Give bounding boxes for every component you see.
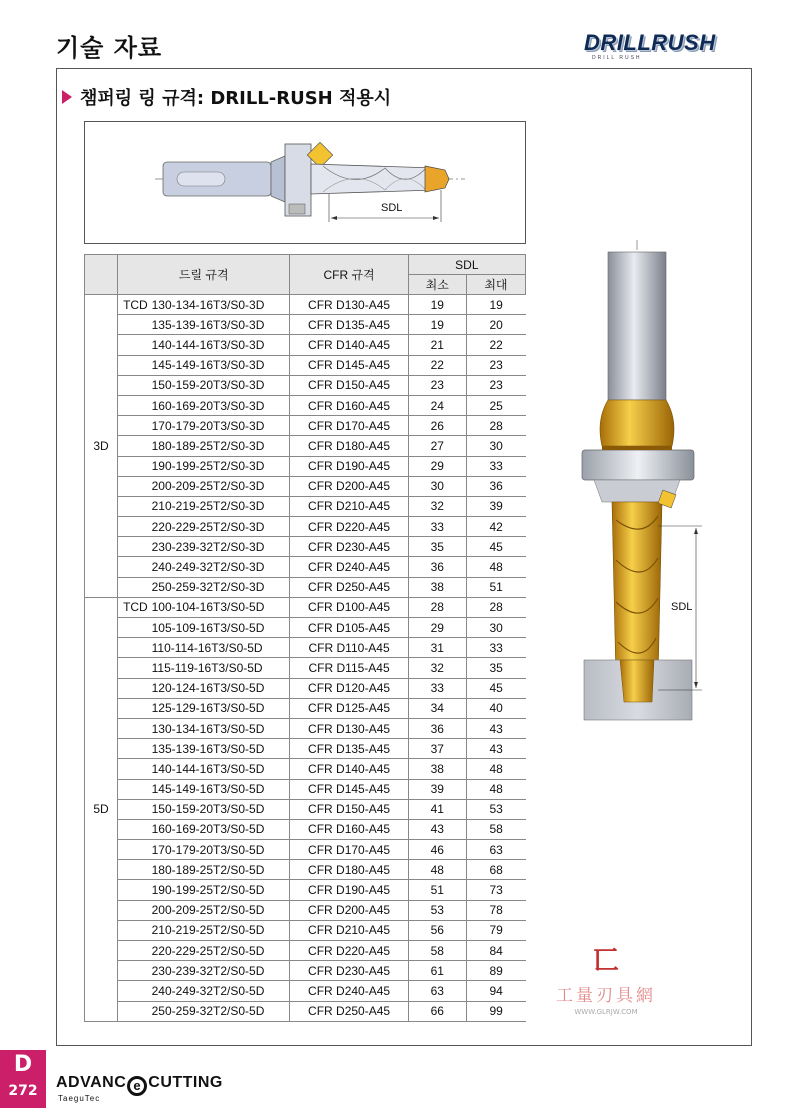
sdl-min-cell: 48 xyxy=(408,860,466,880)
sdl-min-cell: 28 xyxy=(408,597,466,617)
table-row xyxy=(85,496,526,516)
sdl-min-cell: 30 xyxy=(408,476,466,496)
prefix-cell xyxy=(118,840,150,860)
table-header-row xyxy=(85,255,526,275)
table-row xyxy=(85,718,526,738)
sdl-max-cell: 73 xyxy=(466,880,525,900)
sdl-max-cell: 51 xyxy=(466,577,525,597)
section-heading xyxy=(62,84,391,110)
table-row xyxy=(85,860,526,880)
prefix-cell xyxy=(118,456,150,476)
footer-brand-sub: TaeguTec xyxy=(58,1094,101,1103)
sdl-max-cell: 33 xyxy=(466,456,525,476)
prefix-cell xyxy=(118,618,150,638)
cfr-spec-cell: CFR D135-A45 xyxy=(290,315,408,335)
drill-spec-cell: 150-159-20T3/S0-5D xyxy=(150,799,290,819)
footer-brand-e-icon: e xyxy=(127,1076,147,1096)
drill-spec-cell: 150-159-20T3/S0-3D xyxy=(150,375,290,395)
sdl-max-cell: 99 xyxy=(466,1001,525,1021)
sdl-max-cell: 48 xyxy=(466,759,525,779)
cfr-spec-cell: CFR D170-A45 xyxy=(290,840,408,860)
brand-logo-subtext: DRILL RUSH xyxy=(592,55,642,61)
prefix-cell xyxy=(118,416,150,436)
sdl-min-cell: 35 xyxy=(408,537,466,557)
sdl-min-cell: 38 xyxy=(408,577,466,597)
table-row xyxy=(85,658,526,678)
prefix-cell xyxy=(118,981,150,1001)
sdl-min-cell: 43 xyxy=(408,819,466,839)
table-row xyxy=(85,577,526,597)
cfr-spec-cell: CFR D125-A45 xyxy=(290,698,408,718)
prefix-cell xyxy=(118,961,150,981)
sdl-min-cell: 19 xyxy=(408,295,466,315)
cfr-spec-cell: CFR D190-A45 xyxy=(290,880,408,900)
sdl-max-cell: 22 xyxy=(466,335,525,355)
sdl-min-cell: 34 xyxy=(408,698,466,718)
drill-vertical-illustration xyxy=(572,240,702,730)
sdl-min-cell: 26 xyxy=(408,416,466,436)
sdl-min-cell: 31 xyxy=(408,638,466,658)
prefix-cell xyxy=(118,557,150,577)
sdl-min-header: 최소 xyxy=(408,275,466,295)
sdl-max-cell: 23 xyxy=(466,355,525,375)
cfr-spec-cell: CFR D200-A45 xyxy=(290,900,408,920)
sdl-min-cell: 33 xyxy=(408,678,466,698)
sdl-max-cell: 20 xyxy=(466,315,525,335)
section-letter: D xyxy=(13,1052,33,1077)
sdl-min-cell: 27 xyxy=(408,436,466,456)
cfr-spec-cell: CFR D160-A45 xyxy=(290,819,408,839)
sdl-max-cell: 43 xyxy=(466,718,525,738)
footer-brand-name xyxy=(56,1074,223,1096)
drill-spec-cell: 130-134-16T3/S0-3D xyxy=(150,295,290,315)
drill-diagram xyxy=(84,121,526,244)
sdl-min-cell: 58 xyxy=(408,941,466,961)
prefix-cell xyxy=(118,395,150,415)
sdl-min-cell: 46 xyxy=(408,840,466,860)
table-row xyxy=(85,698,526,718)
prefix-cell xyxy=(118,860,150,880)
sdl-max-cell: 23 xyxy=(466,375,525,395)
drill-spec-cell: 160-169-20T3/S0-3D xyxy=(150,395,290,415)
cfr-spec-cell: CFR D210-A45 xyxy=(290,920,408,940)
group-label-cell: 5D xyxy=(85,597,118,1021)
watermark-logo-icon: 匸 xyxy=(592,946,619,976)
table-row xyxy=(85,416,526,436)
prefix-cell xyxy=(118,880,150,900)
drill-spec-cell: 115-119-16T3/S0-5D xyxy=(150,658,290,678)
drill-spec-cell: 140-144-16T3/S0-3D xyxy=(150,335,290,355)
cfr-spec-cell: CFR D150-A45 xyxy=(290,375,408,395)
sdl-min-cell: 32 xyxy=(408,658,466,678)
sdl-max-cell: 48 xyxy=(466,557,525,577)
sdl-max-cell: 58 xyxy=(466,819,525,839)
prefix-cell xyxy=(118,658,150,678)
table-row xyxy=(85,295,526,315)
cfr-spec-cell: CFR D200-A45 xyxy=(290,476,408,496)
table-row xyxy=(85,537,526,557)
drill-spec-cell: 140-144-16T3/S0-5D xyxy=(150,759,290,779)
drill-spec-cell: 130-134-16T3/S0-5D xyxy=(150,718,290,738)
cfr-spec-cell: CFR D140-A45 xyxy=(290,759,408,779)
cfr-spec-cell: CFR D145-A45 xyxy=(290,779,408,799)
table-row xyxy=(85,1001,526,1021)
cfr-spec-cell: CFR D160-A45 xyxy=(290,395,408,415)
cfr-spec-cell: CFR D240-A45 xyxy=(290,981,408,1001)
prefix-cell xyxy=(118,819,150,839)
cfr-spec-cell: CFR D130-A45 xyxy=(290,718,408,738)
table-body xyxy=(85,295,526,1022)
table-row xyxy=(85,981,526,1001)
cfr-spec-cell: CFR D180-A45 xyxy=(290,436,408,456)
sdl-max-cell: 79 xyxy=(466,920,525,940)
prefix-cell xyxy=(118,375,150,395)
table-row xyxy=(85,355,526,375)
sdl-min-cell: 63 xyxy=(408,981,466,1001)
prefix-cell xyxy=(118,335,150,355)
drill-spec-cell: 240-249-32T2/S0-3D xyxy=(150,557,290,577)
table-row xyxy=(85,840,526,860)
prefix-cell xyxy=(118,900,150,920)
footer-brand-logo xyxy=(56,1074,223,1103)
table-row xyxy=(85,335,526,355)
cfr-spec-cell: CFR D250-A45 xyxy=(290,1001,408,1021)
prefix-cell xyxy=(118,517,150,537)
drill-spec-cell: 145-149-16T3/S0-3D xyxy=(150,355,290,375)
sdl-max-cell: 94 xyxy=(466,981,525,1001)
prefix-cell xyxy=(118,577,150,597)
table-row xyxy=(85,618,526,638)
cfr-spec-cell: CFR D110-A45 xyxy=(290,638,408,658)
prefix-cell xyxy=(118,496,150,516)
table-row xyxy=(85,819,526,839)
cfr-spec-cell: CFR D150-A45 xyxy=(290,799,408,819)
prefix-cell xyxy=(118,638,150,658)
sdl-max-cell: 78 xyxy=(466,900,525,920)
table-row xyxy=(85,638,526,658)
sdl-min-cell: 29 xyxy=(408,618,466,638)
table-row xyxy=(85,597,526,617)
table-row xyxy=(85,315,526,335)
cfr-spec-cell: CFR D240-A45 xyxy=(290,557,408,577)
sdl-min-cell: 23 xyxy=(408,375,466,395)
sdl-max-cell: 89 xyxy=(466,961,525,981)
table-row xyxy=(85,557,526,577)
drill-spec-cell: 135-139-16T3/S0-3D xyxy=(150,315,290,335)
table-row xyxy=(85,678,526,698)
sdl-min-cell: 37 xyxy=(408,739,466,759)
table-row xyxy=(85,961,526,981)
sdl-max-cell: 28 xyxy=(466,597,525,617)
footer-brand-left: ADVANC xyxy=(56,1074,127,1091)
cfr-spec-cell: CFR D140-A45 xyxy=(290,335,408,355)
prefix-cell xyxy=(118,537,150,557)
page-title: 기술 자료 xyxy=(56,34,163,62)
sdl-max-header: 최대 xyxy=(466,275,525,295)
watermark-url: WWW.GLRJW.COM xyxy=(574,1008,638,1016)
sdl-max-cell: 43 xyxy=(466,739,525,759)
drill-spec-cell: 125-129-16T3/S0-5D xyxy=(150,698,290,718)
drill-spec-cell: 100-104-16T3/S0-5D xyxy=(150,597,290,617)
drill-spec-cell: 220-229-25T2/S0-5D xyxy=(150,941,290,961)
cfr-spec-cell: CFR D250-A45 xyxy=(290,577,408,597)
cfr-spec-cell: CFR D105-A45 xyxy=(290,618,408,638)
diagram-sdl-label: SDL xyxy=(381,202,403,214)
drill-in-workpiece-illustration xyxy=(572,240,702,730)
cfr-spec-cell: CFR D170-A45 xyxy=(290,416,408,436)
sdl-max-cell: 28 xyxy=(466,416,525,436)
chamfer-ring-spec-table xyxy=(84,254,526,1022)
drill-spec-cell: 200-209-25T2/S0-3D xyxy=(150,476,290,496)
sdl-max-cell: 84 xyxy=(466,941,525,961)
cfr-spec-cell: CFR D100-A45 xyxy=(290,597,408,617)
drill-spec-cell: 180-189-25T2/S0-3D xyxy=(150,436,290,456)
table-row xyxy=(85,476,526,496)
sdl-min-cell: 36 xyxy=(408,557,466,577)
sdl-min-cell: 51 xyxy=(408,880,466,900)
prefix-cell xyxy=(118,799,150,819)
triangle-bullet-icon xyxy=(62,90,72,104)
cfr-spec-cell: CFR D190-A45 xyxy=(290,456,408,476)
prefix-cell xyxy=(118,739,150,759)
drill-spec-cell: 110-114-16T3/S0-5D xyxy=(150,638,290,658)
sdl-max-cell: 48 xyxy=(466,779,525,799)
prefix-cell xyxy=(118,436,150,456)
drill-spec-cell: 180-189-25T2/S0-5D xyxy=(150,860,290,880)
cfr-spec-cell: CFR D115-A45 xyxy=(290,658,408,678)
drill-spec-cell: 230-239-32T2/S0-5D xyxy=(150,961,290,981)
cfr-spec-cell: CFR D220-A45 xyxy=(290,517,408,537)
sdl-max-cell: 33 xyxy=(466,638,525,658)
cfr-spec-cell: CFR D180-A45 xyxy=(290,860,408,880)
sdl-max-cell: 30 xyxy=(466,618,525,638)
sdl-max-cell: 45 xyxy=(466,537,525,557)
prefix-cell xyxy=(118,920,150,940)
footer-brand-right: CUTTING xyxy=(148,1074,223,1091)
drill-spec-cell: 250-259-32T2/S0-3D xyxy=(150,577,290,597)
sdl-min-cell: 24 xyxy=(408,395,466,415)
drill-spec-header: 드릴 규격 xyxy=(118,255,290,295)
drill-spec-cell: 170-179-20T3/S0-5D xyxy=(150,840,290,860)
sdl-max-cell: 25 xyxy=(466,395,525,415)
drill-spec-cell: 135-139-16T3/S0-5D xyxy=(150,739,290,759)
drill-spec-cell: 200-209-25T2/S0-5D xyxy=(150,900,290,920)
table-row xyxy=(85,375,526,395)
prefix-cell xyxy=(118,1001,150,1021)
table-row xyxy=(85,436,526,456)
drill-spec-cell: 190-199-25T2/S0-3D xyxy=(150,456,290,476)
prefix-cell xyxy=(118,698,150,718)
drill-spec-cell: 210-219-25T2/S0-3D xyxy=(150,496,290,516)
sdl-min-cell: 56 xyxy=(408,920,466,940)
section-heading-text: 챔퍼링 링 규격: DRILL-RUSH 적용시 xyxy=(80,88,392,109)
sdl-min-cell: 36 xyxy=(408,718,466,738)
cfr-spec-cell: CFR D210-A45 xyxy=(290,496,408,516)
illustration-sdl-label: SDL xyxy=(671,601,693,613)
sdl-min-cell: 39 xyxy=(408,779,466,799)
table-row xyxy=(85,759,526,779)
prefix-cell xyxy=(118,759,150,779)
cfr-spec-cell: CFR D120-A45 xyxy=(290,678,408,698)
sdl-min-cell: 33 xyxy=(408,517,466,537)
sdl-header: SDL xyxy=(408,255,525,275)
drill-spec-cell: 145-149-16T3/S0-5D xyxy=(150,779,290,799)
group-header-cell xyxy=(85,255,118,295)
sdl-max-cell: 39 xyxy=(466,496,525,516)
prefix-cell xyxy=(118,941,150,961)
sdl-max-cell: 40 xyxy=(466,698,525,718)
drill-spec-cell: 210-219-25T2/S0-5D xyxy=(150,920,290,940)
sdl-min-cell: 38 xyxy=(408,759,466,779)
table-row xyxy=(85,900,526,920)
table-row xyxy=(85,517,526,537)
table-row xyxy=(85,799,526,819)
sdl-min-cell: 19 xyxy=(408,315,466,335)
drill-spec-cell: 250-259-32T2/S0-5D xyxy=(150,1001,290,1021)
drill-spec-cell: 160-169-20T3/S0-5D xyxy=(150,819,290,839)
table-row xyxy=(85,920,526,940)
sdl-max-cell: 42 xyxy=(466,517,525,537)
sdl-min-cell: 41 xyxy=(408,799,466,819)
cfr-spec-cell: CFR D135-A45 xyxy=(290,739,408,759)
sdl-max-cell: 45 xyxy=(466,678,525,698)
table-row xyxy=(85,395,526,415)
sdl-max-cell: 68 xyxy=(466,860,525,880)
cfr-spec-cell: CFR D230-A45 xyxy=(290,537,408,557)
drill-spec-cell: 220-229-25T2/S0-3D xyxy=(150,517,290,537)
cfr-spec-header: CFR 규격 xyxy=(290,255,408,295)
cfr-spec-cell: CFR D145-A45 xyxy=(290,355,408,375)
drillrush-logo xyxy=(584,30,754,62)
prefix-cell: TCD xyxy=(118,597,150,617)
watermark xyxy=(536,940,676,1020)
drill-spec-cell: 105-109-16T3/S0-5D xyxy=(150,618,290,638)
drill-spec-cell: 230-239-32T2/S0-3D xyxy=(150,537,290,557)
sdl-max-cell: 30 xyxy=(466,436,525,456)
drill-spec-cell: 240-249-32T2/S0-5D xyxy=(150,981,290,1001)
brand-logo-text: DRILLRUSH xyxy=(584,30,716,55)
watermark-text: 工量刃具網 xyxy=(556,986,656,1006)
sdl-max-cell: 63 xyxy=(466,840,525,860)
prefix-cell xyxy=(118,779,150,799)
sdl-max-cell: 19 xyxy=(466,295,525,315)
sdl-min-cell: 66 xyxy=(408,1001,466,1021)
page-tab xyxy=(0,1050,46,1108)
drill-spec-cell: 120-124-16T3/S0-5D xyxy=(150,678,290,698)
drill-side-view-illustration xyxy=(85,122,525,243)
cfr-spec-cell: CFR D130-A45 xyxy=(290,295,408,315)
prefix-cell xyxy=(118,678,150,698)
sdl-min-cell: 29 xyxy=(408,456,466,476)
group-label-cell: 3D xyxy=(85,295,118,598)
prefix-cell xyxy=(118,315,150,335)
table-row xyxy=(85,779,526,799)
sdl-min-cell: 61 xyxy=(408,961,466,981)
table-row xyxy=(85,941,526,961)
drill-spec-cell: 190-199-25T2/S0-5D xyxy=(150,880,290,900)
prefix-cell xyxy=(118,718,150,738)
table-row xyxy=(85,880,526,900)
sdl-max-cell: 36 xyxy=(466,476,525,496)
page-number: 272 xyxy=(8,1083,38,1099)
table-row xyxy=(85,456,526,476)
cfr-spec-cell: CFR D230-A45 xyxy=(290,961,408,981)
sdl-min-cell: 53 xyxy=(408,900,466,920)
sdl-min-cell: 22 xyxy=(408,355,466,375)
sdl-min-cell: 21 xyxy=(408,335,466,355)
cfr-spec-cell: CFR D220-A45 xyxy=(290,941,408,961)
drill-spec-cell: 170-179-20T3/S0-3D xyxy=(150,416,290,436)
table-row xyxy=(85,739,526,759)
prefix-cell xyxy=(118,476,150,496)
sdl-max-cell: 35 xyxy=(466,658,525,678)
prefix-cell: TCD xyxy=(118,295,150,315)
sdl-max-cell: 53 xyxy=(466,799,525,819)
sdl-min-cell: 32 xyxy=(408,496,466,516)
prefix-cell xyxy=(118,355,150,375)
